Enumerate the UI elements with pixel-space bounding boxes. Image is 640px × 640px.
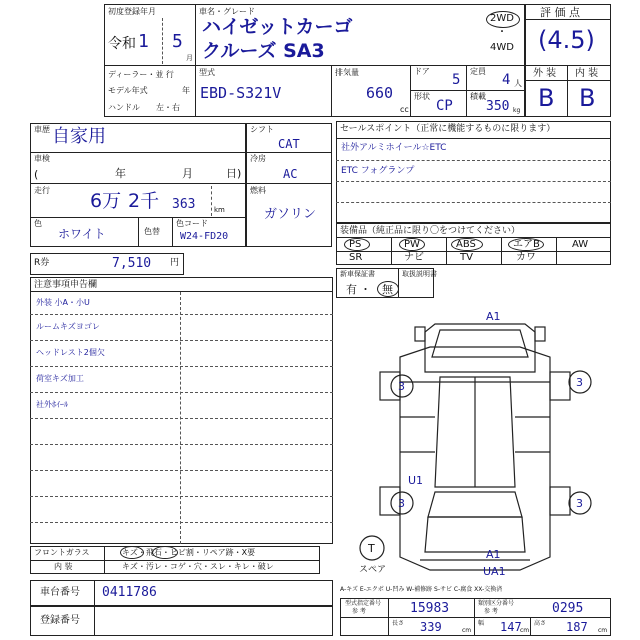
spec-mid [340, 617, 611, 618]
notes-rule [30, 522, 333, 523]
mark-front-a1: A1 [486, 310, 501, 323]
rear-gate [425, 517, 525, 552]
mark-left-rear: 3 [398, 497, 405, 510]
equip-navi: ナビ [404, 252, 424, 263]
notes-rule [30, 392, 333, 393]
recycle-box [30, 253, 184, 275]
spec-col-3 [530, 617, 531, 636]
note-line-1: 外装 小A・小U [36, 298, 90, 307]
color-type-label: 色替 [144, 227, 160, 236]
spare-label: スペア [359, 565, 387, 575]
eval-score: (4.5) [538, 26, 595, 54]
sales-title-line [336, 138, 611, 139]
drive-dot: ・ [497, 27, 507, 38]
length-unit: cm [462, 627, 472, 634]
width-value: 147 [500, 620, 522, 634]
sales-point-1: 社外アルミホイール☆ETC [341, 143, 447, 153]
color-code-label: 色コード [176, 219, 208, 228]
handle-options: 左・右 [156, 103, 180, 112]
aircon-label: 冷房 [250, 154, 266, 163]
wheel-rl [380, 487, 400, 515]
month-value: 5 [172, 31, 183, 52]
inspection-paren: ( [34, 168, 39, 181]
recycle-label: R券 [34, 258, 50, 268]
sales-line-1 [336, 160, 611, 161]
class-ref-label: 参 考 [484, 608, 498, 615]
height-value: 187 [566, 620, 588, 634]
eval-label: 評 価 点 [540, 6, 580, 19]
mileage-unit: km [214, 206, 225, 214]
front-windshield [432, 330, 528, 357]
chassis-col [94, 580, 95, 606]
spec-col-2 [474, 598, 475, 636]
mark-left-front: 3 [398, 380, 405, 393]
sales-line-3 [336, 202, 611, 203]
equip-abs-circle [451, 238, 483, 251]
interior-items: キズ・汚レ・コゲ・穴・スレ・キレ・破レ [122, 562, 274, 571]
length-value: 339 [420, 620, 442, 634]
form-no-label: 型式指定番号 [345, 600, 382, 607]
car-name-value: ハイゼットカーゴ [202, 16, 353, 38]
glass-mid-line [30, 560, 320, 561]
drive-2wd: 2WD [490, 13, 514, 24]
front-view-outline [425, 324, 535, 372]
recycle-value: 7,510 [112, 256, 152, 271]
class-no-label: 類別区分番号 [478, 600, 515, 607]
door-label: ドア [414, 67, 430, 76]
interior-label: 内 装 [575, 68, 599, 79]
mark-spare-t: T [368, 542, 375, 555]
mark-right-front: 3 [576, 376, 583, 389]
month-unit: 月 [186, 54, 193, 62]
class-no-value: 0295 [552, 601, 584, 616]
glass-col-line [104, 546, 105, 574]
equip-sr: SR [349, 252, 363, 263]
equip-leather: カワ [516, 252, 536, 263]
mileage-label: 走行 [34, 186, 50, 195]
damage-legend: A-キズ E-エクボ U-凹み W-補修跡 S-サビ C-腐食 XX-交換済 [340, 586, 503, 593]
ext-int-title-line [525, 80, 611, 81]
door-value: 5 [452, 72, 461, 88]
equip-row-line [336, 251, 611, 252]
notes-title: 注意事項申告欄 [34, 280, 98, 290]
car-name-label: 車名・グレード [199, 7, 255, 16]
notes-rule [30, 418, 333, 419]
note-line-5: 社外ﾎｲｰﾙ [36, 400, 68, 409]
warranty-label: 新車保証書 [340, 270, 375, 278]
wheel-fr [550, 372, 570, 400]
notes-rule [30, 496, 333, 497]
dealer-label: ディーラー・並 行 [108, 70, 174, 79]
color-label: 色 [34, 219, 42, 228]
equip-pw-circle [399, 238, 425, 251]
inspection-box [30, 152, 246, 184]
capacity-unit: 人 [514, 79, 522, 88]
interior-items-label: 内 装 [54, 562, 73, 571]
notes-rule [30, 444, 333, 445]
equip-aw: AW [572, 239, 589, 250]
load-unit: kg [513, 107, 521, 114]
handle-label: ハンドル [108, 103, 140, 112]
mileage-sen: 2千 [128, 190, 160, 212]
glass-kizu-circle [120, 546, 144, 559]
manual-label: 取扱説明書 [402, 270, 437, 278]
car-diagram [340, 302, 610, 582]
notes-rule [30, 470, 333, 471]
notes-title-line [30, 291, 333, 292]
color-divider-2 [172, 217, 173, 247]
capacity-value: 4 [502, 72, 511, 88]
displacement-label: 排気量 [335, 68, 359, 77]
inspection-day: 日) [226, 167, 242, 180]
inspection-month: 月 [182, 167, 193, 180]
sales-point-2: ETC フォグランプ [341, 166, 415, 176]
front-glass-items: キズ・飛石・ヒビ割・リペア跡・X要 [122, 548, 256, 557]
usage-value: 自家用 [52, 126, 106, 147]
usage-label: 車歴 [34, 125, 50, 134]
equip-ps: PS [349, 239, 362, 250]
notes-box [30, 277, 333, 544]
inspection-year: 年 [115, 167, 126, 180]
era-value: 令和 [108, 36, 136, 52]
sales-line-2 [336, 181, 611, 182]
fuel-label: 燃料 [250, 186, 266, 195]
inspection-label: 車検 [34, 154, 50, 163]
mark-right-rear: 3 [576, 497, 583, 510]
color-divider-1 [138, 217, 139, 247]
mileage-divider [211, 186, 212, 216]
interior-grade: B [579, 84, 596, 112]
form-ref-label: 参 考 [352, 608, 366, 615]
type-label: 型式 [199, 68, 215, 77]
notes-rule [30, 340, 333, 341]
drive-4wd: 4WD [490, 42, 514, 53]
shift-value: CAT [278, 137, 300, 151]
glass-tobiishi-circle [152, 546, 178, 559]
load-value: 350 [486, 99, 510, 114]
grade-value: クルーズ SA3 [202, 40, 325, 62]
mileage-rest: 363 [172, 197, 196, 212]
exterior-label: 外 装 [533, 68, 557, 79]
mileage-man: 6万 [90, 190, 122, 212]
type-value: EBD-S321V [200, 84, 282, 102]
chassis-label: 車台番号 [40, 587, 80, 598]
notes-rule [30, 366, 333, 367]
era-divider [162, 18, 163, 64]
height-label: 高さ [534, 620, 547, 627]
mark-side-u1: U1 [408, 474, 424, 487]
shift-label: シフト [250, 125, 274, 134]
chassis-value: 0411786 [102, 585, 157, 600]
spec-col-1 [388, 598, 389, 636]
shape-label: 形状 [414, 92, 430, 101]
equip-pw: PW [404, 239, 420, 250]
equip-airbag-circle [508, 238, 544, 251]
warranty-yes: 有 [346, 283, 357, 296]
shape-value: CP [436, 98, 453, 114]
first-registration-label: 初度登録年月 [108, 7, 156, 16]
model-year-label: モデル年式 [108, 86, 148, 95]
ext-int-divider [567, 65, 568, 117]
fuel-value: ガソリン [264, 207, 317, 222]
displacement-unit: cc [400, 105, 409, 114]
mark-rear-ua1: UA1 [483, 565, 506, 578]
year-value: 1 [138, 31, 149, 52]
warranty-dot: ・ [360, 283, 371, 296]
color-value: ホワイト [58, 227, 106, 241]
width-label: 幅 [478, 620, 485, 627]
form-no-value: 15983 [410, 601, 450, 616]
reg-label: 登録番号 [40, 615, 80, 626]
mark-rear-a1: A1 [486, 548, 501, 561]
reg-col [94, 606, 95, 636]
model-year-unit: 年 [182, 86, 190, 95]
rear-window [428, 492, 522, 517]
notes-rule [30, 314, 333, 315]
wheel-rr [550, 487, 570, 515]
eval-title-line [525, 19, 611, 20]
equip-abs: ABS [456, 239, 476, 250]
capacity-label: 定員 [470, 67, 486, 76]
load-label: 積載 [470, 92, 486, 101]
warranty-no-circle [377, 281, 399, 297]
note-line-2: ルームキズヨゴレ [36, 322, 100, 331]
front-glass-label: フロントガラス [34, 548, 90, 557]
equip-tv: TV [460, 252, 473, 263]
sales-points-title: セールスポイント（正常に機能するものに限ります） [340, 124, 556, 134]
recycle-unit: 円 [170, 258, 180, 268]
width-unit: cm [520, 627, 530, 634]
equipment-title: 装備品（純正品に限り〇をつけてください） [340, 226, 521, 236]
equip-airbag: エアB [513, 239, 540, 250]
note-line-3: ヘッドレスト2個欠 [36, 348, 105, 357]
front-mirror-left [415, 327, 425, 341]
equipment-grid [336, 238, 611, 265]
equip-ps-circle [344, 238, 370, 251]
front-mirror-right [535, 327, 545, 341]
color-code-value: W24-FD20 [180, 231, 229, 242]
exterior-grade: B [538, 84, 555, 112]
displacement-value: 660 [366, 84, 394, 102]
height-unit: cm [598, 627, 608, 634]
note-line-4: 荷室キズ加工 [36, 374, 84, 383]
length-label: 長さ [392, 620, 405, 627]
aircon-value: AC [283, 167, 298, 181]
warranty-no: 無 [382, 283, 393, 296]
